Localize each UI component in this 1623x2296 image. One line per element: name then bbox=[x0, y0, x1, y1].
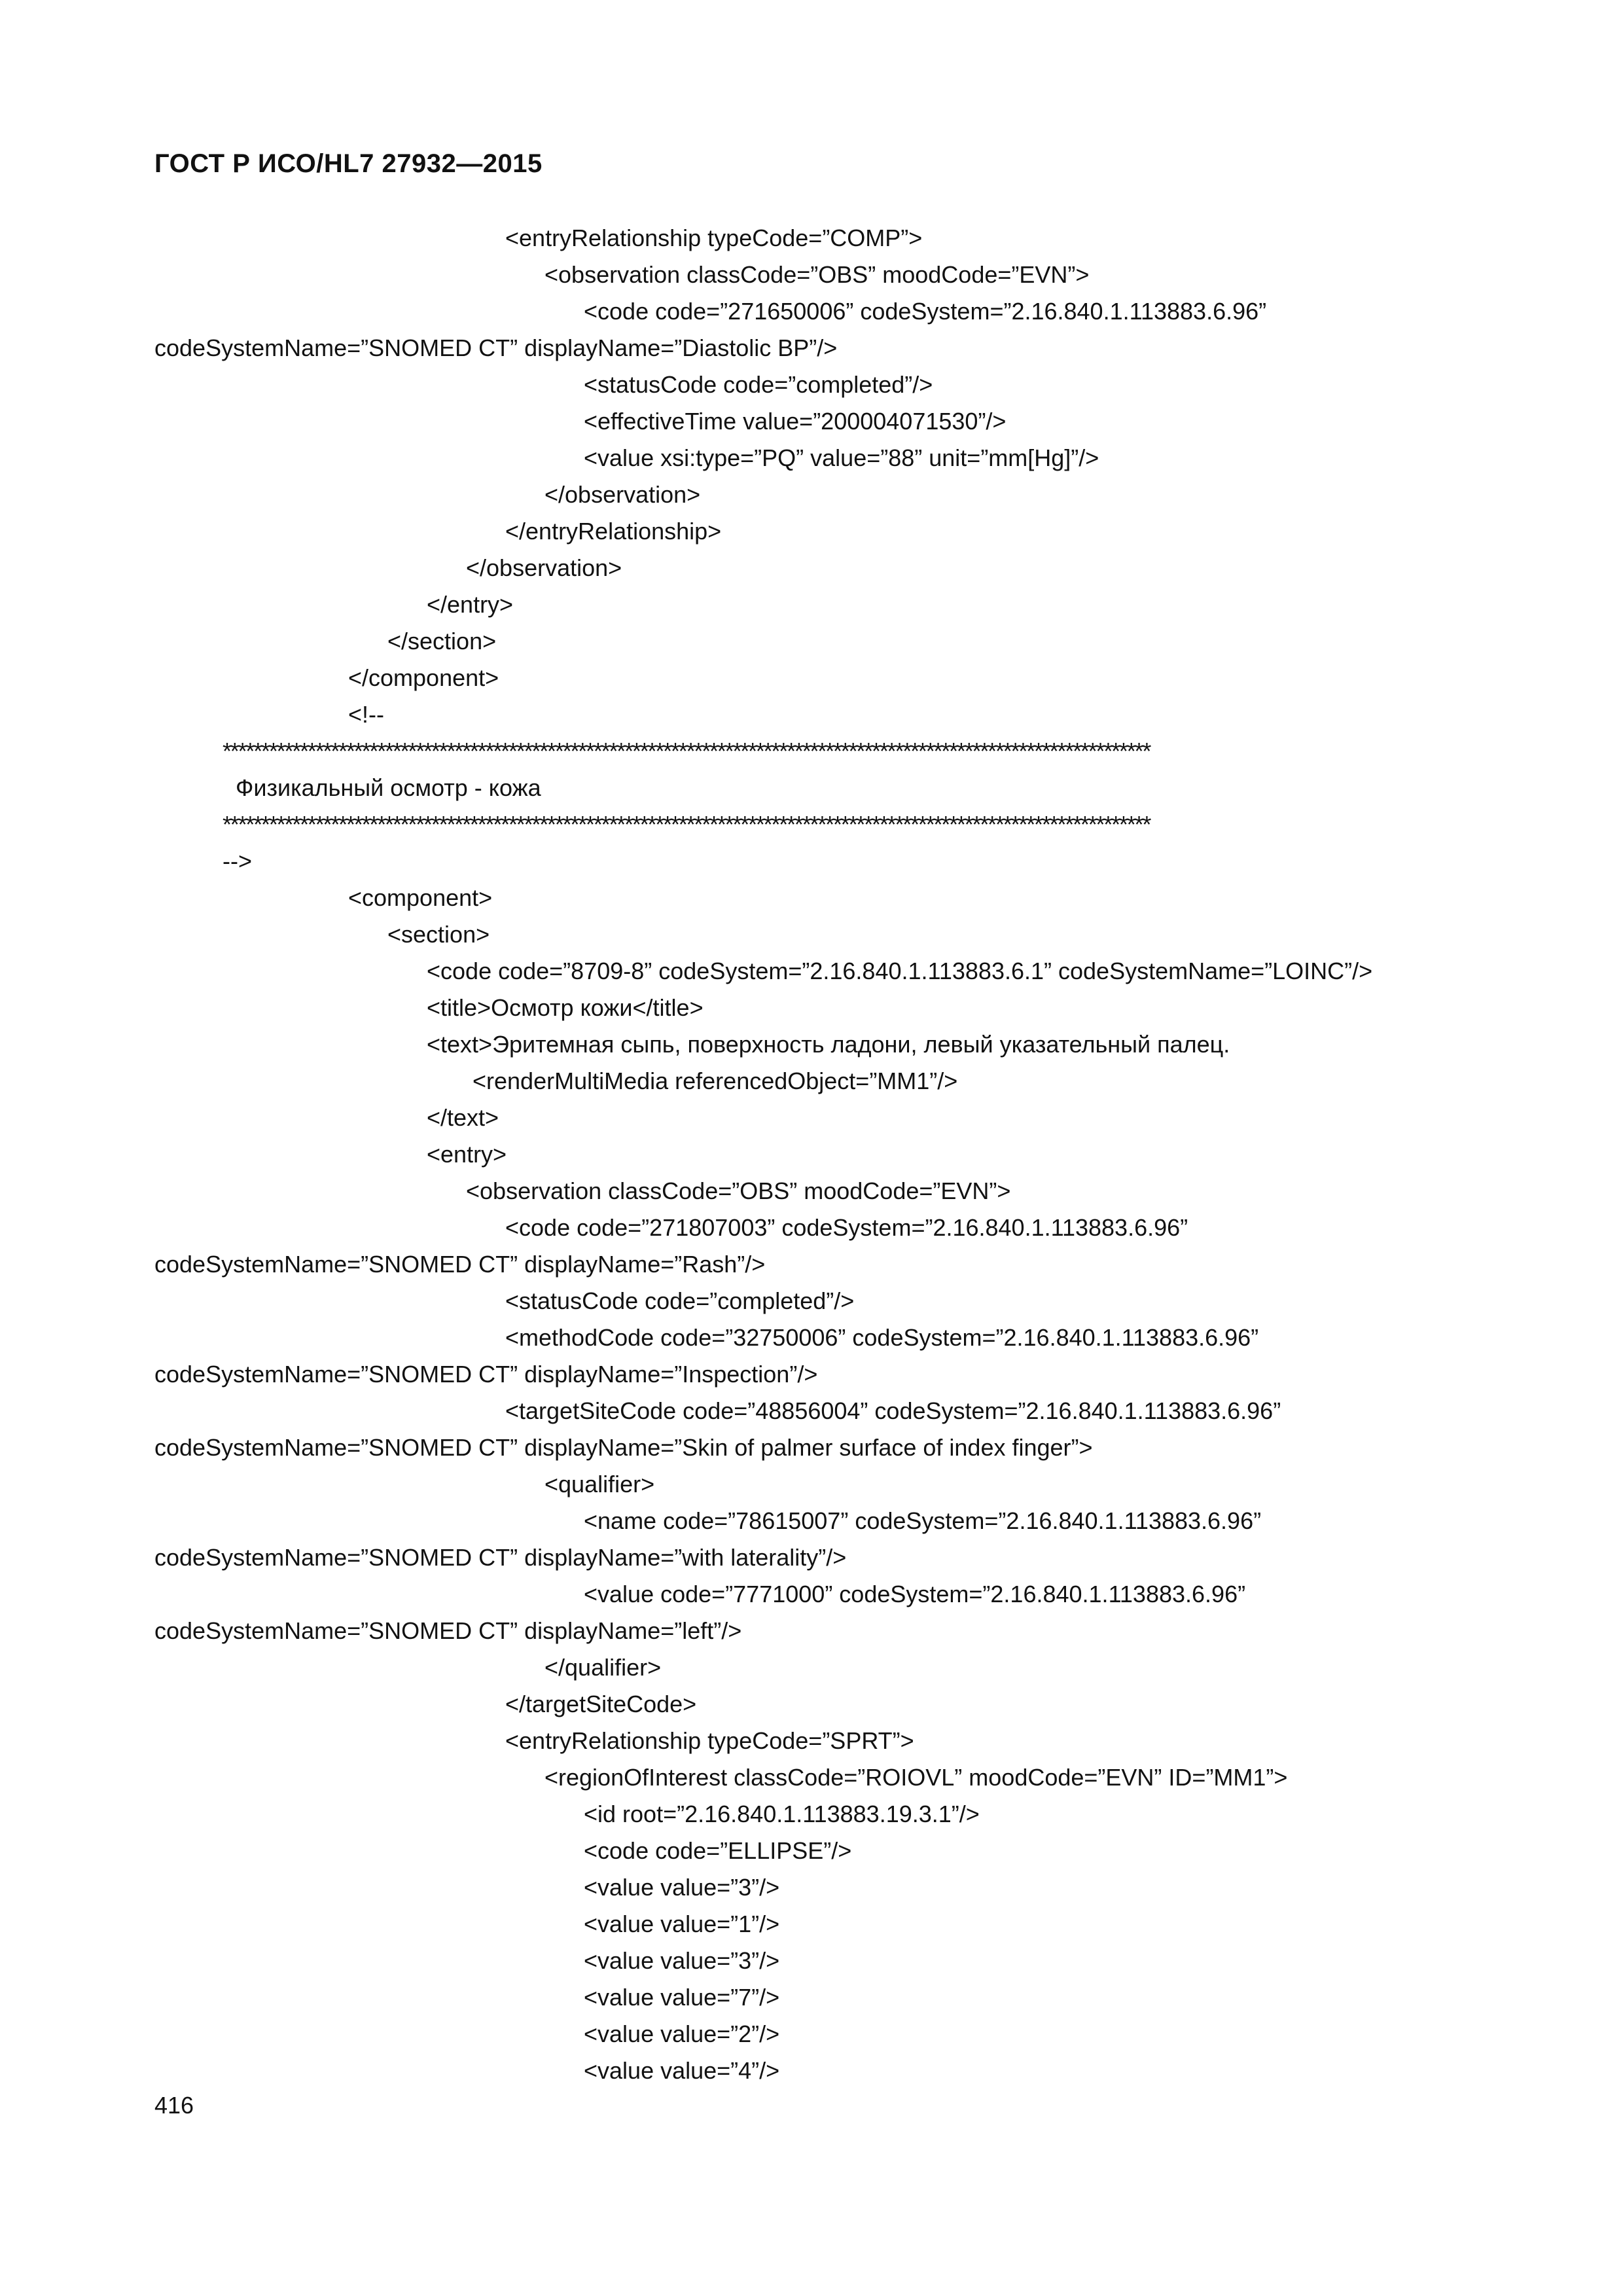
code-line: </qualifier> bbox=[544, 1654, 662, 1681]
code-line: codeSystemName=”SNOMED CT” displayName=”with laterality”/> bbox=[154, 1544, 847, 1571]
code-line: <section> bbox=[387, 921, 490, 948]
code-line: <targetSiteCode code=”48856004” codeSystem=”2.16.840.1.113883.6.96” bbox=[505, 1397, 1281, 1424]
code-line: <entryRelationship typeCode=”SPRT”> bbox=[505, 1727, 914, 1754]
code-line: <code code=”271807003” codeSystem=”2.16.840.1.113883.6.96” bbox=[505, 1214, 1188, 1241]
comment-open: <!-- bbox=[348, 701, 385, 728]
code-line: <observation classCode=”OBS” moodCode=”EVN”> bbox=[544, 261, 1090, 288]
code-line: </entryRelationship> bbox=[505, 518, 722, 545]
code-line: <code code=”271650006” codeSystem=”2.16.840.1.113883.6.96” bbox=[584, 298, 1267, 325]
comment-close: --> bbox=[223, 848, 252, 874]
code-line: <value value=”4”/> bbox=[584, 2057, 780, 2084]
code-line: <title>Осмотр кожи</title> bbox=[427, 994, 704, 1021]
code-line: </section> bbox=[387, 628, 497, 655]
code-line: <value value=”2”/> bbox=[584, 2020, 780, 2047]
code-line: <text>Эритемная сыпь, поверхность ладони, левый указательный палец. bbox=[427, 1031, 1230, 1058]
document-header: ГОСТ Р ИСО/HL7 27932—2015 bbox=[154, 149, 543, 178]
code-line: codeSystemName=”SNOMED CT” displayName=”left”/> bbox=[154, 1617, 742, 1644]
code-line: </observation> bbox=[544, 481, 701, 508]
comment-separator: ************************************************************************************************************************ bbox=[223, 738, 1150, 764]
code-line: </component> bbox=[348, 664, 499, 691]
code-line: <code code=”ELLIPSE”/> bbox=[584, 1837, 852, 1864]
code-line: <code code=”8709-8” codeSystem=”2.16.840.1.113883.6.1” codeSystemName=”LOINC”/> bbox=[427, 958, 1373, 984]
code-line: </observation> bbox=[466, 554, 622, 581]
code-line: <observation classCode=”OBS” moodCode=”EVN”> bbox=[466, 1177, 1011, 1204]
comment-separator: ************************************************************************************************************************ bbox=[223, 811, 1150, 838]
page-number: 416 bbox=[154, 2092, 194, 2119]
code-line: <component> bbox=[348, 884, 493, 911]
code-line: <value code=”7771000” codeSystem=”2.16.840.1.113883.6.96” bbox=[584, 1581, 1246, 1607]
code-line: </entry> bbox=[427, 591, 514, 618]
code-line: <effectiveTime value=”200004071530”/> bbox=[584, 408, 1007, 435]
code-line: codeSystemName=”SNOMED CT” displayName=”Diastolic BP”/> bbox=[154, 334, 838, 361]
code-line: <regionOfInterest classCode=”ROIOVL” moodCode=”EVN” ID=”MM1”> bbox=[544, 1764, 1288, 1791]
section-comment-title: Физикальный осмотр - кожа bbox=[223, 774, 541, 801]
code-line: <value xsi:type=”PQ” value=”88” unit=”mm[Hg]”/> bbox=[584, 444, 1099, 471]
code-line: <value value=”3”/> bbox=[584, 1874, 780, 1901]
code-line: <entry> bbox=[427, 1141, 507, 1168]
code-line: <statusCode code=”completed”/> bbox=[505, 1287, 855, 1314]
code-line: <renderMultiMedia referencedObject=”MM1”/> bbox=[473, 1067, 958, 1094]
code-line: <qualifier> bbox=[544, 1471, 655, 1498]
code-line: <value value=”3”/> bbox=[584, 1947, 780, 1974]
code-line: <id root=”2.16.840.1.113883.19.3.1”/> bbox=[584, 1801, 980, 1827]
code-line: <name code=”78615007” codeSystem=”2.16.840.1.113883.6.96” bbox=[584, 1507, 1262, 1534]
code-line: codeSystemName=”SNOMED CT” displayName=”Rash”/> bbox=[154, 1251, 766, 1278]
code-line: <entryRelationship typeCode=”COMP”> bbox=[505, 224, 923, 251]
code-line: <value value=”1”/> bbox=[584, 1910, 780, 1937]
code-line: </targetSiteCode> bbox=[505, 1691, 697, 1717]
code-line: </text> bbox=[427, 1104, 499, 1131]
code-line: codeSystemName=”SNOMED CT” displayName=”Skin of palmer surface of index finger”> bbox=[154, 1434, 1093, 1461]
xml-code-listing bbox=[154, 220, 1496, 2089]
code-line: <value value=”7”/> bbox=[584, 1984, 780, 2011]
code-line: <methodCode code=”32750006” codeSystem=”2.16.840.1.113883.6.96” bbox=[505, 1324, 1259, 1351]
code-line: <statusCode code=”completed”/> bbox=[584, 371, 933, 398]
code-line: codeSystemName=”SNOMED CT” displayName=”Inspection”/> bbox=[154, 1361, 818, 1388]
